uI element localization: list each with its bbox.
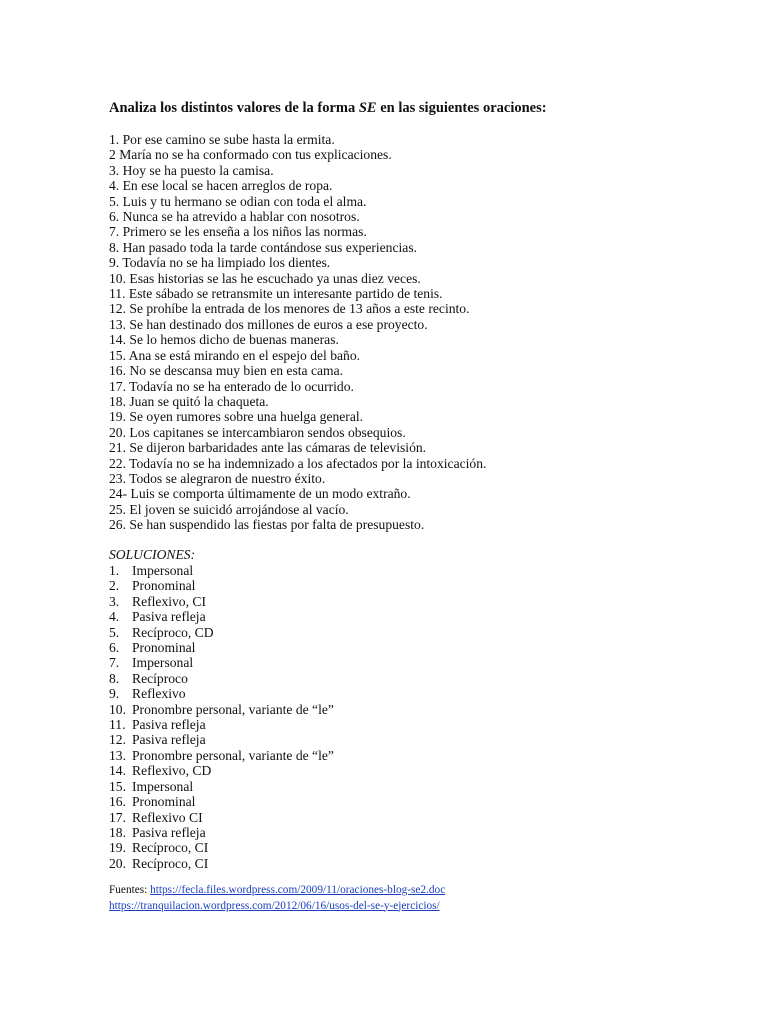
solution-number: 8.	[109, 670, 120, 686]
exercise-item: 5. Luis y tu hermano se odian con toda el alma.	[109, 193, 367, 209]
exercise-item: 19. Se oyen rumores sobre una huelga general.	[109, 409, 364, 425]
solution-item	[109, 779, 334, 794]
exercise-list	[109, 132, 486, 533]
solution-text: Pronombre personal, variante de “le”	[132, 701, 334, 717]
solution-text: Pronominal	[132, 640, 196, 656]
solution-text: Impersonal	[132, 563, 194, 578]
solution-item	[109, 732, 334, 747]
solution-item	[109, 563, 334, 578]
solution-number: 5.	[109, 624, 120, 640]
sources-line-1	[109, 883, 445, 899]
solution-item	[109, 856, 334, 871]
solution-text: Pronombre personal, variante de “le”	[132, 747, 334, 763]
solution-number: 12.	[109, 732, 126, 748]
solution-text: Impersonal	[132, 778, 194, 794]
exercise-item: 7. Primero se les enseña a los niños las normas.	[109, 224, 367, 240]
solutions-heading: SOLUCIONES:	[109, 547, 196, 562]
solution-number: 20.	[109, 855, 126, 871]
exercise-item: 13. Se han destinado dos millones de euros a ese proyecto.	[109, 316, 428, 332]
solution-text: Pasiva refleja	[132, 824, 206, 840]
exercise-item: 6. Nunca se ha atrevido a hablar con nosotros.	[109, 209, 360, 225]
exercise-item: 2 María no se ha conformado con tus explicaciones.	[109, 147, 392, 163]
solution-number: 17.	[109, 809, 126, 825]
solution-item	[109, 671, 334, 686]
solution-number: 18.	[109, 824, 126, 840]
page-title	[109, 100, 547, 117]
sources-block	[109, 883, 445, 914]
exercise-item: 23. Todos se alegraron de nuestro éxito.	[109, 470, 326, 486]
title-text-before: Analiza los distintos valores de la forma	[109, 100, 359, 116]
solution-item	[109, 810, 334, 825]
exercise-item: 24- Luis se comporta últimamente de un modo extraño.	[109, 486, 411, 502]
solution-item	[109, 840, 334, 855]
solution-item	[109, 609, 334, 624]
title-text-after: en las siguientes oraciones:	[376, 100, 547, 116]
solution-item	[109, 825, 334, 840]
solution-number: 6.	[109, 640, 120, 656]
solution-item	[109, 625, 334, 640]
solution-text: Pronominal	[132, 578, 196, 594]
solution-number: 15.	[109, 778, 126, 794]
source-link-1[interactable]: https://fecla.files.wordpress.com/2009/11/oraciones-blog-se2.doc	[150, 884, 446, 896]
exercise-item: 22. Todavía no se ha indemnizado a los afectados por la intoxicación.	[109, 455, 487, 471]
solution-text: Reflexivo	[132, 686, 186, 702]
solution-text: Impersonal	[132, 655, 194, 671]
solution-number: 9.	[109, 686, 120, 702]
solution-text: Reflexivo CI	[132, 809, 203, 825]
exercise-item: 12. Se prohíbe la entrada de los menores de 13 años a este recinto.	[109, 301, 470, 317]
solution-item	[109, 578, 334, 593]
exercise-item: 4. En ese local se hacen arreglos de ropa.	[109, 178, 333, 194]
exercise-item: 9. Todavía no se ha limpiado los dientes.	[109, 255, 331, 271]
solution-number: 3.	[109, 593, 120, 609]
solution-number: 13.	[109, 747, 126, 763]
exercise-item: 14. Se lo hemos dicho de buenas maneras.	[109, 332, 339, 348]
solution-item	[109, 794, 334, 809]
solution-text: Reflexivo, CI	[132, 593, 206, 609]
solution-item	[109, 655, 334, 670]
exercise-item: 15. Ana se está mirando en el espejo del baño.	[109, 347, 361, 363]
exercise-item: 10. Esas historias se las he escuchado ya unas diez veces.	[109, 270, 421, 286]
solution-number: 16.	[109, 794, 126, 810]
sources-line-2	[109, 899, 445, 915]
exercise-item: 26. Se han suspendido las fiestas por falta de presupuesto.	[109, 517, 425, 533]
exercise-item: 1. Por ese camino se sube hasta la ermita.	[109, 132, 335, 147]
exercise-item: 21. Se dijeron barbaridades ante las cámaras de televisión.	[109, 440, 427, 456]
solution-number: 19.	[109, 840, 126, 856]
source-link-2[interactable]: https://tranquilacion.wordpress.com/2012/06/16/usos-del-se-y-ejercicios/	[109, 899, 440, 912]
solution-item	[109, 702, 334, 717]
solution-item	[109, 640, 334, 655]
exercise-item: 8. Han pasado toda la tarde contándose sus experiencias.	[109, 239, 418, 255]
exercise-item: 3. Hoy se ha puesto la camisa.	[109, 162, 274, 178]
solution-list	[109, 563, 334, 871]
exercise-item: 25. El joven se suicidó arrojándose al vacío.	[109, 501, 349, 517]
exercise-item: 16. No se descansa muy bien en esta cama.	[109, 363, 344, 379]
solution-number: 2.	[109, 578, 120, 594]
solution-text: Recíproco	[132, 670, 188, 686]
solution-text: Recíproco, CI	[132, 840, 209, 856]
sources-label: Fuentes:	[109, 884, 151, 896]
exercise-item: 18. Juan se quitó la chaqueta.	[109, 393, 269, 409]
solution-number: 11.	[109, 717, 126, 733]
title-se-word: SE	[358, 100, 377, 116]
exercise-item: 17. Todavía no se ha enterado de lo ocurrido.	[109, 378, 354, 394]
solution-text: Pasiva refleja	[132, 609, 206, 625]
solution-item	[109, 748, 334, 763]
solution-number: 1.	[109, 563, 120, 578]
solution-number: 7.	[109, 655, 120, 671]
solution-number: 10.	[109, 701, 126, 717]
solution-text: Pasiva refleja	[132, 717, 206, 733]
solution-text: Recíproco, CI	[132, 855, 209, 871]
exercise-item: 20. Los capitanes se intercambiaron sendos obsequios.	[109, 424, 406, 440]
solution-text: Pronominal	[132, 794, 196, 810]
solution-item	[109, 594, 334, 609]
solution-number: 14.	[109, 763, 126, 779]
solution-text: Pasiva refleja	[132, 732, 206, 748]
solution-text: Reflexivo, CD	[132, 763, 212, 779]
solution-text: Recíproco, CD	[132, 624, 214, 640]
solution-number: 4.	[109, 609, 120, 625]
solution-item	[109, 717, 334, 732]
solution-item	[109, 763, 334, 778]
solution-item	[109, 686, 334, 701]
exercise-item: 11. Este sábado se retransmite un interesante partido de tenis.	[109, 286, 443, 302]
